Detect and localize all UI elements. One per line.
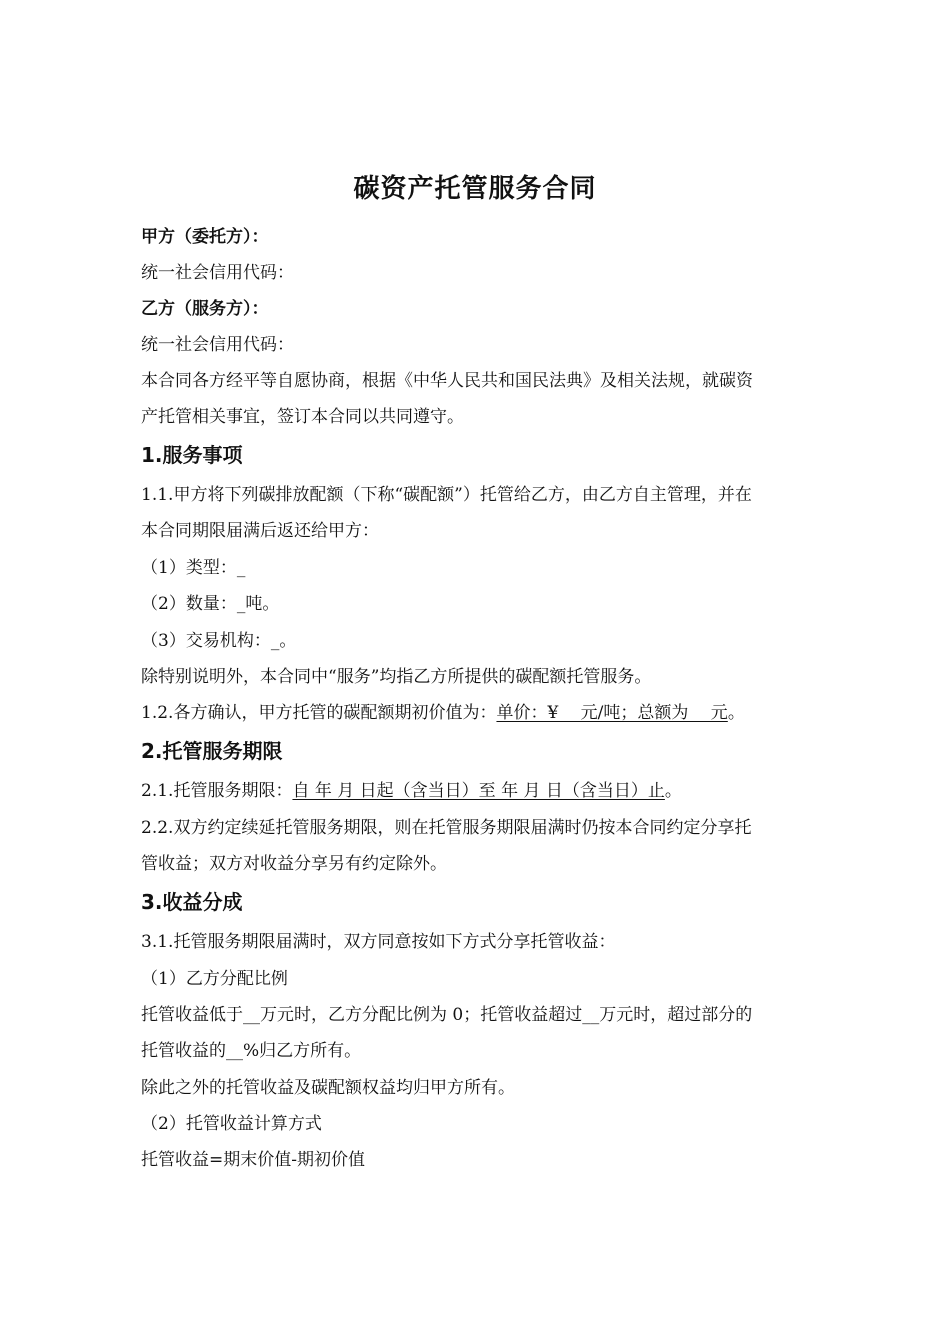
section-2-heading: 2.托管服务期限	[141, 739, 283, 763]
ratio-line-1: 托管收益低于__万元时，乙方分配比例为 0；托管收益超过__万元时，超过部分的	[141, 1005, 753, 1025]
item-exchange: （3）交易机构：_。	[141, 631, 297, 651]
item-type: （1）类型：_	[141, 558, 246, 578]
service-note: 除特别说明外，本合同中“服务”均指乙方所提供的碳配额托管服务。	[141, 667, 652, 687]
initial-value-suffix: 。	[727, 703, 745, 723]
section-1-p2	[141, 702, 745, 724]
intro-line-2: 产托管相关事宜，签订本合同以共同遵守。	[141, 407, 464, 427]
party-b-label: 乙方（服务方）：	[141, 299, 269, 319]
term-underlined: 自 年 月 日起（含当日）至 年 月 日（含当日）止	[292, 781, 665, 801]
ratio-line-2: 托管收益的__%归乙方所有。	[141, 1041, 362, 1061]
intro-line-1: 本合同各方经平等自愿协商，根据《中华人民共和国民法典》及相关法规，就碳资	[141, 371, 753, 391]
section-2-p2-line-1: 2.2.双方约定续延托管服务期限，则在托管服务期限届满时仍按本合同约定分享托	[141, 818, 752, 838]
section-3-sub2: （2）托管收益计算方式	[141, 1114, 322, 1134]
item-quantity: （2）数量：_吨。	[141, 594, 280, 614]
initial-value-underlined: 单价：¥ 元/吨；总额为 元	[496, 703, 728, 723]
party-a-code-label: 统一社会信用代码：	[141, 263, 294, 283]
section-3-heading: 3.收益分成	[141, 890, 243, 914]
section-2-p1	[141, 780, 682, 802]
section-3-p1: 3.1.托管服务期限届满时，双方同意按如下方式分享托管收益：	[141, 932, 616, 952]
party-a-label: 甲方（委托方）：	[141, 227, 269, 247]
party-b-code-label: 统一社会信用代码：	[141, 335, 294, 355]
document-title: 碳资产托管服务合同	[353, 174, 597, 204]
initial-value-prefix: 1.2.各方确认，甲方托管的碳配额期初价值为：	[141, 703, 497, 723]
section-1-p1-line-2: 本合同期限届满后返还给甲方：	[141, 521, 379, 541]
other-rights: 除此之外的托管收益及碳配额权益均归甲方所有。	[141, 1078, 515, 1098]
section-3-sub1: （1）乙方分配比例	[141, 969, 288, 989]
term-suffix: 。	[664, 781, 682, 801]
term-prefix: 2.1.托管服务期限：	[141, 781, 293, 801]
section-1-p1-line-1: 1.1.甲方将下列碳排放配额（下称“碳配额”）托管给乙方，由乙方自主管理，并在	[141, 485, 752, 505]
section-1-heading: 1.服务事项	[141, 443, 243, 467]
formula: 托管收益=期末价值-期初价值	[141, 1150, 365, 1170]
section-2-p2-line-2: 管收益；双方对收益分享另有约定除外。	[141, 854, 447, 874]
